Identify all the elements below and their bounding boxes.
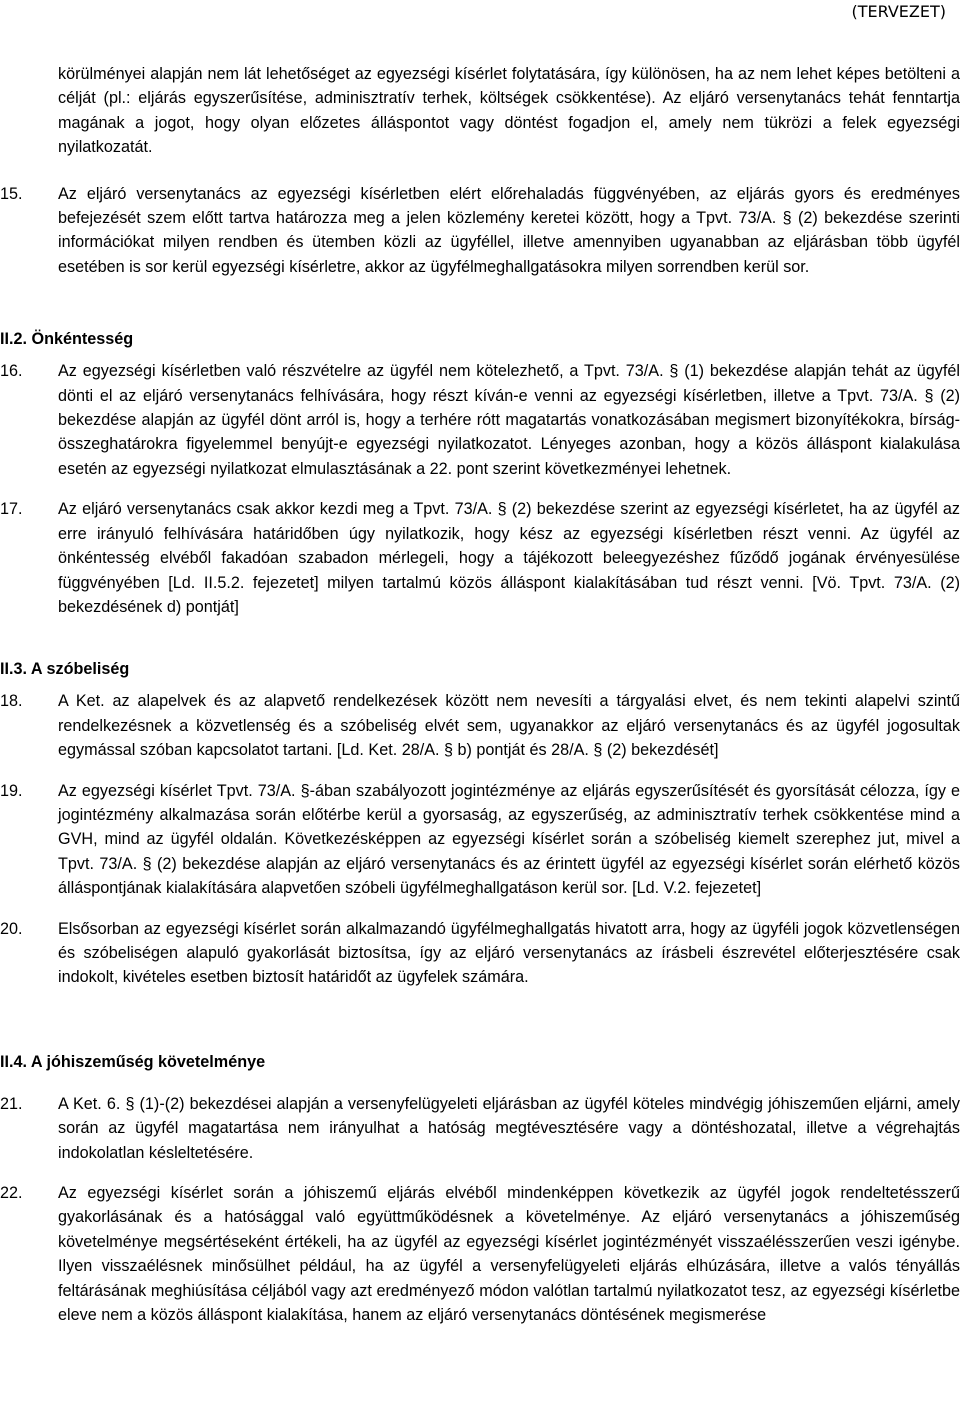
paragraph-21: [0, 1092, 960, 1165]
paragraph-text: Elsősorban az egyezségi kísérlet során alkalmazandó ügyfélmeghallgatás hivatott arra, hogy az ügyféli jogok közvetlenségen és szóbeliségen alapuló gyakorlását biztosítsa, így az eljáró versenytanács az írásbeli észrevétel előterjesztésére csak indokolt, kivételes esetben biztosít határidőt az ügyfelek számára.: [58, 919, 960, 987]
paragraph-16: [0, 359, 960, 481]
paragraph-number: 15.: [0, 184, 23, 203]
paragraph-number: 21.: [0, 1094, 23, 1113]
paragraph-text: Az egyezségi kísérlet során a jóhiszemű eljárás elvéből mindenképpen következik az ügyfél jogok rendeltetésszerű gyakorlásának és a hatósággal való együttműködésnek a követelménye. Az eljáró versenytanács a jóhiszeműség követelménye megsértéseként értékeli, ha az ügyfél az egyezségi kísérlet jogintézményét visszaélésszerűen veszi igénybe. Ilyen visszaélésnek minősülhet például, ha az ügyfél a versenyfelügyeleti eljárás elhúzására, illetve a valós tényállás feltárásának meghiúsítása céljából vagy azt eredményező módon valótlan tartalmú nyilatkozatot tesz, az egyezségi kísérletbe eleve nem a közös álláspont kialakítása, hanem az eljáró versenytanács döntésének megismerése: [58, 1184, 960, 1325]
paragraph-text: Az eljáró versenytanács csak akkor kezdi meg a Tpvt. 73/A. § (2) bekezdése szerint az egyezségi kísérletet, ha az ügyfél az erre irányuló felhívására határidőben úgy nyilatkozik, hogy kész az egyezségi kísérletben részt venni. Az ügyfél az önkéntesség elvéből fakadóan szabadon mérlegeli, hogy a tájékozott beleegyezéshez fűződő jogának érvényesülése függvényében [Ld. II.5.2. fejezetet] milyen tartalmú közös álláspont kialakításában tud részt venni. [Vö. Tpvt. 73/A. (2) bekezdésének d) pontját]: [58, 500, 960, 616]
paragraph-19: [0, 779, 960, 901]
paragraph-20: [0, 917, 960, 990]
paragraph-number: 22.: [0, 1184, 23, 1202]
paragraph-text: Az egyezségi kísérlet Tpvt. 73/A. §-ában szabályozott jogintézménye az eljárás egyszerűsítését és gyorsítását célozza, így e jogintézmény alkalmazása során előtérbe kerül a gyorsaság, az egyszerűség, az adminisztratív terhek csökkentése mind a GVH, mind az ügyfél oldalán. Következésképpen az egyezségi kísérlet során a szóbeliség kiemelt szerephez jut, mivel a Tpvt. 73/A. § (2) bekezdése alapján az eljáró versenytanács és az érintett ügyfél az egyezségi kísérlet során elérhető közös álláspontjának kialakítására alapvetően szóbeli ügyfélmeghallgatáson kerül sor. [Ld. V.2. fejezetet]: [58, 781, 960, 898]
paragraph-text: Az egyezségi kísérletben való részvételre az ügyfél nem kötelezhető, a Tpvt. 73/A. § (1) bekezdése alapján tehát az ügyfél dönti el az eljáró versenytanács felhívására, hogy részt kíván-e venni az egyezségi kísérletben, illetve a Tpvt. 73/A. § (2) bekezdése alapján az ügyfél dönt arról is, hogy a terhére rótt magatartás vonatkozásában megismert bizonyítékokra, bírság-összeghatárokra figyelemmel benyújt-e egyezségi nyilatkozatot. Lényeges azonban, hogy a közös álláspont kialakulása esetén az egyezségi nyilatkozat elmulasztásának a 22. pont szerint következményei lehetnek.: [58, 362, 960, 478]
paragraph-text: A Ket. az alapelvek és az alapvető rendelkezések között nem nevesíti a tárgyalási elvet, és nem tekinti alapelvi szintű rendelkezésnek a közvetlenség és a szóbeliség elvét sem, ugyanakkor az eljáró versenytanács és az ügyfél jogosultak egymással szóban kapcsolatot tartani. [Ld. Ket. 28/A. § b) pontját és 28/A. § (2) bekezdését]: [58, 692, 960, 760]
document-body: [0, 62, 960, 1343]
paragraph-number: 17.: [0, 500, 23, 519]
intro-paragraph: körülményei alapján nem lát lehetőséget az egyezségi kísérlet folytatására, így különösen, ha az nem lehet képes betölteni a célját (pl.: eljárás egyszerűsítése, adminisztratív terhek, költségek csökkentése). Az eljáró versenytanács tehát fenntartja magának a jogot, hogy olyan előzetes álláspontot vagy döntést fogadjon el, amely nem tükrözi a felek egyezségi nyilatkozatát.: [58, 65, 960, 157]
paragraph-text: Az eljáró versenytanács az egyezségi kísérletben elért előrehaladás függvényében, az eljárás gyors és eredményes befejezését szem előtt tartva határozza meg a jelen közlemény keretei között, hogy a Tpvt. 73/A. § (2) bekezdése szerinti információkat milyen rendben és ütemben közli az ügyféllel, illetve amennyiben ugyanabban az eljárásban több ügyfél esetében is sor kerül egyezségi kísérletre, akkor az ügyfélmeghallgatásokra milyen sorrendben kerül sor.: [58, 184, 960, 276]
paragraph-15: [0, 182, 960, 280]
paragraph-number: 20.: [0, 919, 23, 938]
section-heading-johiszemuseg: II.4. A jóhiszeműség követelménye: [0, 1052, 266, 1071]
paragraph-text: A Ket. 6. § (1)-(2) bekezdései alapján a versenyfelügyeleti eljárásban az ügyfél köteles mindvégig jóhiszeműen eljárni, amely során az ügyfél magatartása nem irányulhat a hatóság megtévesztésére vagy a döntéshozatal, illetve a végrehajtás indokolatlan késleltetésére.: [58, 1094, 960, 1162]
draft-label: (TERVEZET): [851, 2, 946, 21]
paragraph-18: [0, 689, 960, 762]
paragraph-17: [0, 497, 960, 619]
section-heading-onkentesseg: II.2. Önkéntesség: [0, 330, 134, 349]
section-heading-szobeliseg: II.3. A szóbeliség: [0, 660, 130, 679]
paragraph-number: 16.: [0, 362, 23, 381]
paragraph-22: [0, 1181, 960, 1327]
paragraph-number: 19.: [0, 781, 23, 800]
paragraph-number: 18.: [0, 692, 23, 711]
